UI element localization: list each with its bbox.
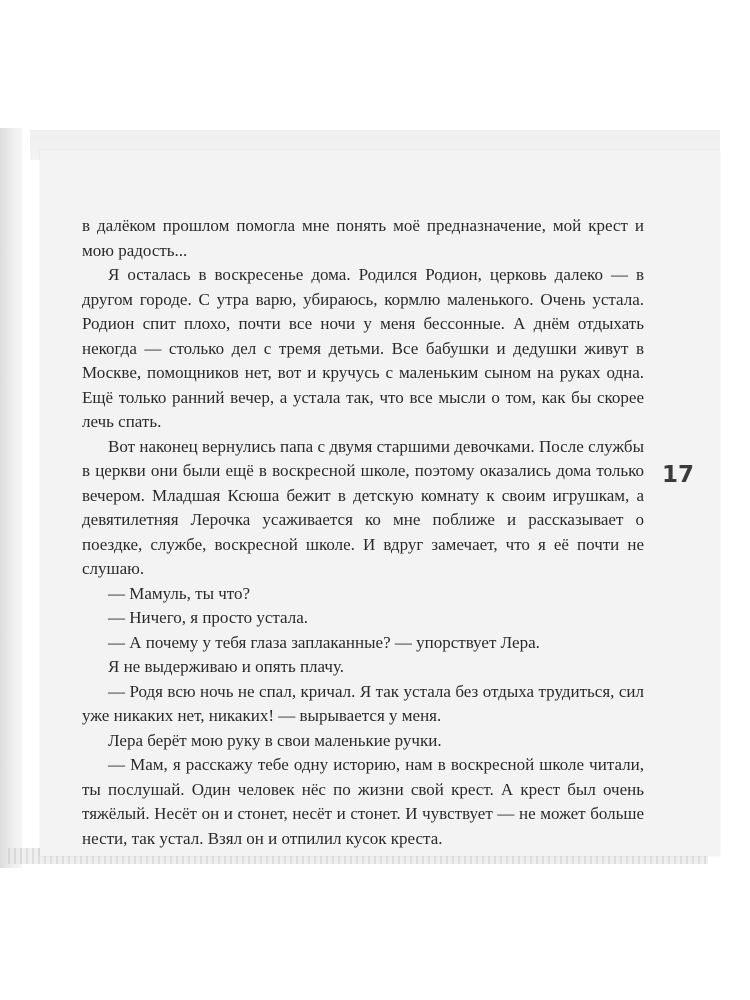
page-number: 17 xyxy=(662,462,695,488)
paragraph: Я не выдерживаю и опять плачу. xyxy=(108,657,345,676)
dialogue-line: — А почему у тебя глаза заплаканные? — упорствует Лера. xyxy=(108,632,540,652)
paragraph: Лера берёт мою руку в свои маленькие ручки. xyxy=(108,730,442,750)
dialogue-line: — Ничего, я просто устала. xyxy=(108,608,309,627)
dialogue-line: — Мам, я расскажу тебе одну историю, нам в воскресной школе читали, ты послушай. Один человек нёс по жизни свой крест. А крест был очень тяжёлый. Несёт он и стонет, несёт и стонет. И чувствует — не может больше нести, так устал. Взял он и отпилил кусок креста. xyxy=(82,755,644,848)
dialogue-line: — Мамуль, ты что? xyxy=(108,583,251,603)
paragraph: Я осталась в воскресенье дома. Родился Родион, церковь далеко — в другом городе. С утра варю, убираюсь, кормлю маленького. Очень устала. Родион спит плохо, почти все ночи у меня бессонные. А днём отдыхать некогда — столько дел с тремя детьми. Все бабушки и дедушки живут в Москве, помощников нет, вот и кручусь с маленьким сыном на руках одна. Ещё только ранний вечер, а устала так, что все мысли о том, как бы скорее лечь спать. xyxy=(82,265,644,431)
page-body-text xyxy=(82,214,644,851)
paragraph: Вот наконец вернулись папа с двумя старшими девочками. После службы в церкви они были ещё в воскресной школе, поэтому оказались дома только вечером. Младшая Ксюша бежит в детскую комнату к своим игрушкам, а девятилетняя Лерочка усаживается ко мне поближе и рассказывает о поездке, службе, воскресной школе. И вдруг замечает, что я её почти не слушаю. xyxy=(82,436,644,578)
book-spine-edge xyxy=(0,128,22,868)
dialogue-line: — Родя всю ночь не спал, кричал. Я так устала без отдыха трудиться, сил уже никаких нет, никаких! — вырывается у меня. xyxy=(82,681,644,725)
paragraph: в далёком прошлом помогла мне понять моё предназначение, мой крест и мою радость... xyxy=(82,216,644,260)
